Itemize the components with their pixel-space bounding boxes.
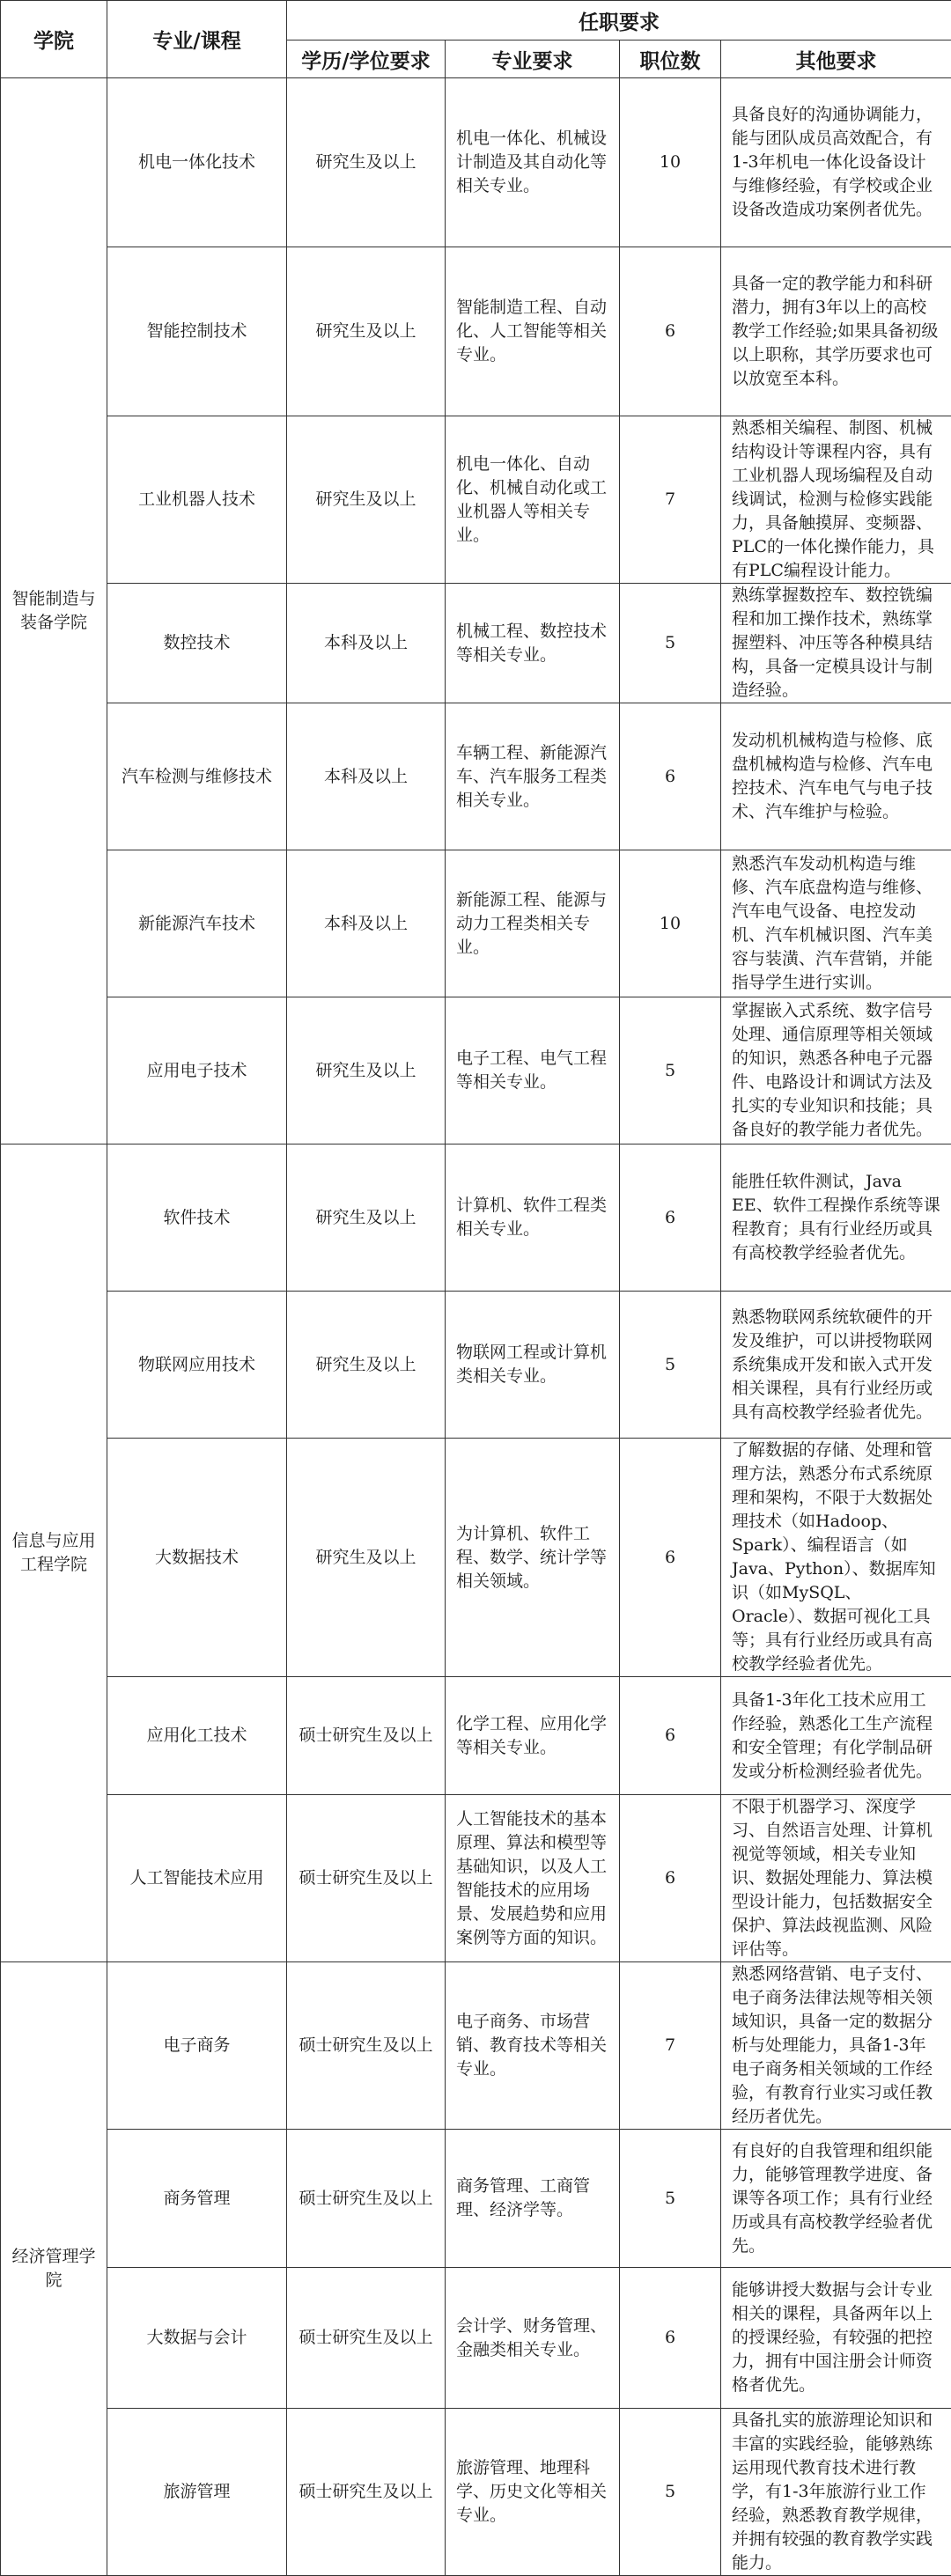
major-cell: 应用化工技术 (107, 1677, 287, 1795)
degree-cell: 研究生及以上 (287, 997, 446, 1144)
other-cell: 熟悉相关编程、制图、机械结构设计等课程内容，具有工业机器人现场编程及自动线调试，检测与检修实践能力，具备触摸屏、变频器、PLC的一体化操作能力，具有PLC编程设计能力。 (721, 416, 951, 584)
major-cell: 电子商务 (107, 1962, 287, 2130)
header-positions: 职位数 (620, 40, 721, 78)
positions-cell: 5 (620, 584, 721, 703)
other-cell: 熟悉物联网系统软硬件的开发及维护，可以讲授物联网系统集成开发和嵌入式开发相关课程，具有行业经历或具有高校教学经验者优先。 (721, 1292, 951, 1439)
requirement-cell: 机械工程、数控技术等相关专业。 (446, 584, 620, 703)
table-row (1, 1677, 951, 1795)
positions-cell: 10 (620, 850, 721, 997)
positions-cell: 7 (620, 416, 721, 584)
table-row (1, 850, 951, 997)
college-name: 智能制造与装备学院 (1, 78, 107, 1144)
degree-cell: 研究生及以上 (287, 1439, 446, 1677)
college-name: 信息与应用工程学院 (1, 1144, 107, 1962)
major-cell: 人工智能技术应用 (107, 1795, 287, 1962)
other-cell: 熟悉网络营销、电子支付、电子商务法律法规等相关领域知识，具备一定的数据分析与处理能力，具备1-3年电子商务相关领域的工作经验，有教育行业实习或任教经历者优先。 (721, 1962, 951, 2130)
other-cell: 了解数据的存储、处理和管理方法，熟悉分布式系统原理和架构，不限于大数据处理技术（如Hadoop、Spark）、编程语言（如Java、Python）、数据库知识（如MySQL、Oracle）、数据可视化工具等；具有行业经历或具有高校教学经验者优先。 (721, 1439, 951, 1677)
requirement-cell: 物联网工程或计算机类相关专业。 (446, 1292, 620, 1439)
degree-cell: 本科及以上 (287, 584, 446, 703)
header-group-requirements: 任职要求 (287, 1, 951, 40)
degree-cell: 硕士研究生及以上 (287, 1677, 446, 1795)
positions-cell: 6 (620, 247, 721, 416)
requirement-cell: 商务管理、工商管理、经济学等。 (446, 2130, 620, 2268)
degree-cell: 研究生及以上 (287, 1144, 446, 1292)
table-row (1, 2130, 951, 2268)
header-requirement: 专业要求 (446, 40, 620, 78)
major-cell: 智能控制技术 (107, 247, 287, 416)
major-cell: 商务管理 (107, 2130, 287, 2268)
major-cell: 工业机器人技术 (107, 416, 287, 584)
other-cell: 能够讲授大数据与会计专业相关的课程，具备两年以上的授课经验，有较强的把控力，拥有中国注册会计师资格者优先。 (721, 2268, 951, 2409)
positions-cell: 10 (620, 78, 721, 247)
other-cell: 能胜任软件测试，Java EE、软件工程操作系统等课程教育；具有行业经历或具有高校教学经验者优先。 (721, 1144, 951, 1292)
positions-cell: 6 (620, 1795, 721, 1962)
positions-cell: 5 (620, 2409, 721, 2576)
table-row (1, 2409, 951, 2576)
header-major: 专业/课程 (107, 1, 287, 78)
major-cell: 汽车检测与维修技术 (107, 703, 287, 850)
other-cell: 具备扎实的旅游理论知识和丰富的实践经验，能够熟练运用现代教育技术进行教学，有1-3年旅游行业工作经验，熟悉教育教学规律，并拥有较强的教育教学实践能力。 (721, 2409, 951, 2576)
table-row (1, 997, 951, 1144)
major-cell: 大数据与会计 (107, 2268, 287, 2409)
degree-cell: 硕士研究生及以上 (287, 2409, 446, 2576)
table-row (1, 78, 951, 247)
positions-cell: 6 (620, 703, 721, 850)
requirement-cell: 新能源工程、能源与动力工程类相关专业。 (446, 850, 620, 997)
other-cell: 具备一定的教学能力和科研潜力，拥有3年以上的高校教学工作经验;如果具备初级以上职称，其学历要求也可以放宽至本科。 (721, 247, 951, 416)
requirement-cell: 旅游管理、地理科学、历史文化等相关专业。 (446, 2409, 620, 2576)
degree-cell: 研究生及以上 (287, 247, 446, 416)
degree-cell: 研究生及以上 (287, 416, 446, 584)
table-row (1, 703, 951, 850)
header-school: 学院 (1, 1, 107, 78)
positions-cell: 6 (620, 1439, 721, 1677)
degree-cell: 研究生及以上 (287, 1292, 446, 1439)
table-row (1, 1795, 951, 1962)
table-row (1, 416, 951, 584)
requirement-cell: 人工智能技术的基本原理、算法和模型等基础知识，以及人工智能技术的应用场景、发展趋势和应用案例等方面的知识。 (446, 1795, 620, 1962)
requirement-cell: 机电一体化、机械设计制造及其自动化等相关专业。 (446, 78, 620, 247)
degree-cell: 硕士研究生及以上 (287, 2130, 446, 2268)
table-row (1, 1439, 951, 1677)
positions-cell: 6 (620, 2268, 721, 2409)
table-row (1, 247, 951, 416)
positions-cell: 5 (620, 1292, 721, 1439)
other-cell: 具备良好的沟通协调能力，能与团队成员高效配合，有1-3年机电一体化设备设计与维修经验，有学校或企业设备改造成功案例者优先。 (721, 78, 951, 247)
other-cell: 熟悉汽车发动机构造与维修、汽车底盘构造与维修、汽车电气设备、电控发动机、汽车机械识图、汽车美容与装潢、汽车营销，并能指导学生进行实训。 (721, 850, 951, 997)
other-cell: 熟练掌握数控车、数控铣编程和加工操作技术，熟练掌握塑料、冲压等各种模具结构，具备一定模具设计与制造经验。 (721, 584, 951, 703)
college-name: 经济管理学院 (1, 1962, 107, 2576)
requirement-cell: 机电一体化、自动化、机械自动化或工业机器人等相关专业。 (446, 416, 620, 584)
requirement-cell: 会计学、财务管理、金融类相关专业。 (446, 2268, 620, 2409)
degree-cell: 硕士研究生及以上 (287, 1795, 446, 1962)
table-row (1, 2268, 951, 2409)
degree-cell: 本科及以上 (287, 703, 446, 850)
requirement-cell: 为计算机、软件工程、数学、统计学等相关领域。 (446, 1439, 620, 1677)
major-cell: 机电一体化技术 (107, 78, 287, 247)
major-cell: 旅游管理 (107, 2409, 287, 2576)
table-row (1, 1292, 951, 1439)
degree-cell: 硕士研究生及以上 (287, 2268, 446, 2409)
degree-cell: 研究生及以上 (287, 78, 446, 247)
other-cell: 不限于机器学习、深度学习、自然语言处理、计算机视觉等领域，相关专业知识、数据处理能力、算法模型设计能力，包括数据安全保护、算法歧视监测、风险评估等。 (721, 1795, 951, 1962)
positions-cell: 6 (620, 1144, 721, 1292)
requirement-cell: 车辆工程、新能源汽车、汽车服务工程类相关专业。 (446, 703, 620, 850)
other-cell: 发动机机械构造与检修、底盘机械构造与检修、汽车电控技术、汽车电气与电子技术、汽车维护与检验。 (721, 703, 951, 850)
requirement-cell: 计算机、软件工程类相关专业。 (446, 1144, 620, 1292)
requirement-cell: 智能制造工程、自动化、人工智能等相关专业。 (446, 247, 620, 416)
table-row (1, 584, 951, 703)
positions-cell: 5 (620, 997, 721, 1144)
positions-cell: 7 (620, 1962, 721, 2130)
major-cell: 大数据技术 (107, 1439, 287, 1677)
positions-cell: 5 (620, 2130, 721, 2268)
major-cell: 软件技术 (107, 1144, 287, 1292)
header-degree: 学历/学位要求 (287, 40, 446, 78)
major-cell: 数控技术 (107, 584, 287, 703)
degree-cell: 本科及以上 (287, 850, 446, 997)
requirement-cell: 化学工程、应用化学等相关专业。 (446, 1677, 620, 1795)
other-cell: 具备1-3年化工技术应用工作经验，熟悉化工生产流程和安全管理；有化学制品研发或分析检测经验者优先。 (721, 1677, 951, 1795)
header-other: 其他要求 (721, 40, 951, 78)
degree-cell: 硕士研究生及以上 (287, 1962, 446, 2130)
table-row (1, 1962, 951, 2130)
table-row (1, 1144, 951, 1292)
other-cell: 有良好的自我管理和组织能力，能够管理教学进度、备课等各项工作；具有行业经历或具有高校教学经验者优先。 (721, 2130, 951, 2268)
major-cell: 新能源汽车技术 (107, 850, 287, 997)
major-cell: 应用电子技术 (107, 997, 287, 1144)
requirement-cell: 电子商务、市场营销、教育技术等相关专业。 (446, 1962, 620, 2130)
requirement-cell: 电子工程、电气工程等相关专业。 (446, 997, 620, 1144)
major-cell: 物联网应用技术 (107, 1292, 287, 1439)
other-cell: 掌握嵌入式系统、数字信号处理、通信原理等相关领域的知识，熟悉各种电子元器件、电路设计和调试方法及扎实的专业知识和技能；具备良好的教学能力者优先。 (721, 997, 951, 1144)
positions-cell: 6 (620, 1677, 721, 1795)
